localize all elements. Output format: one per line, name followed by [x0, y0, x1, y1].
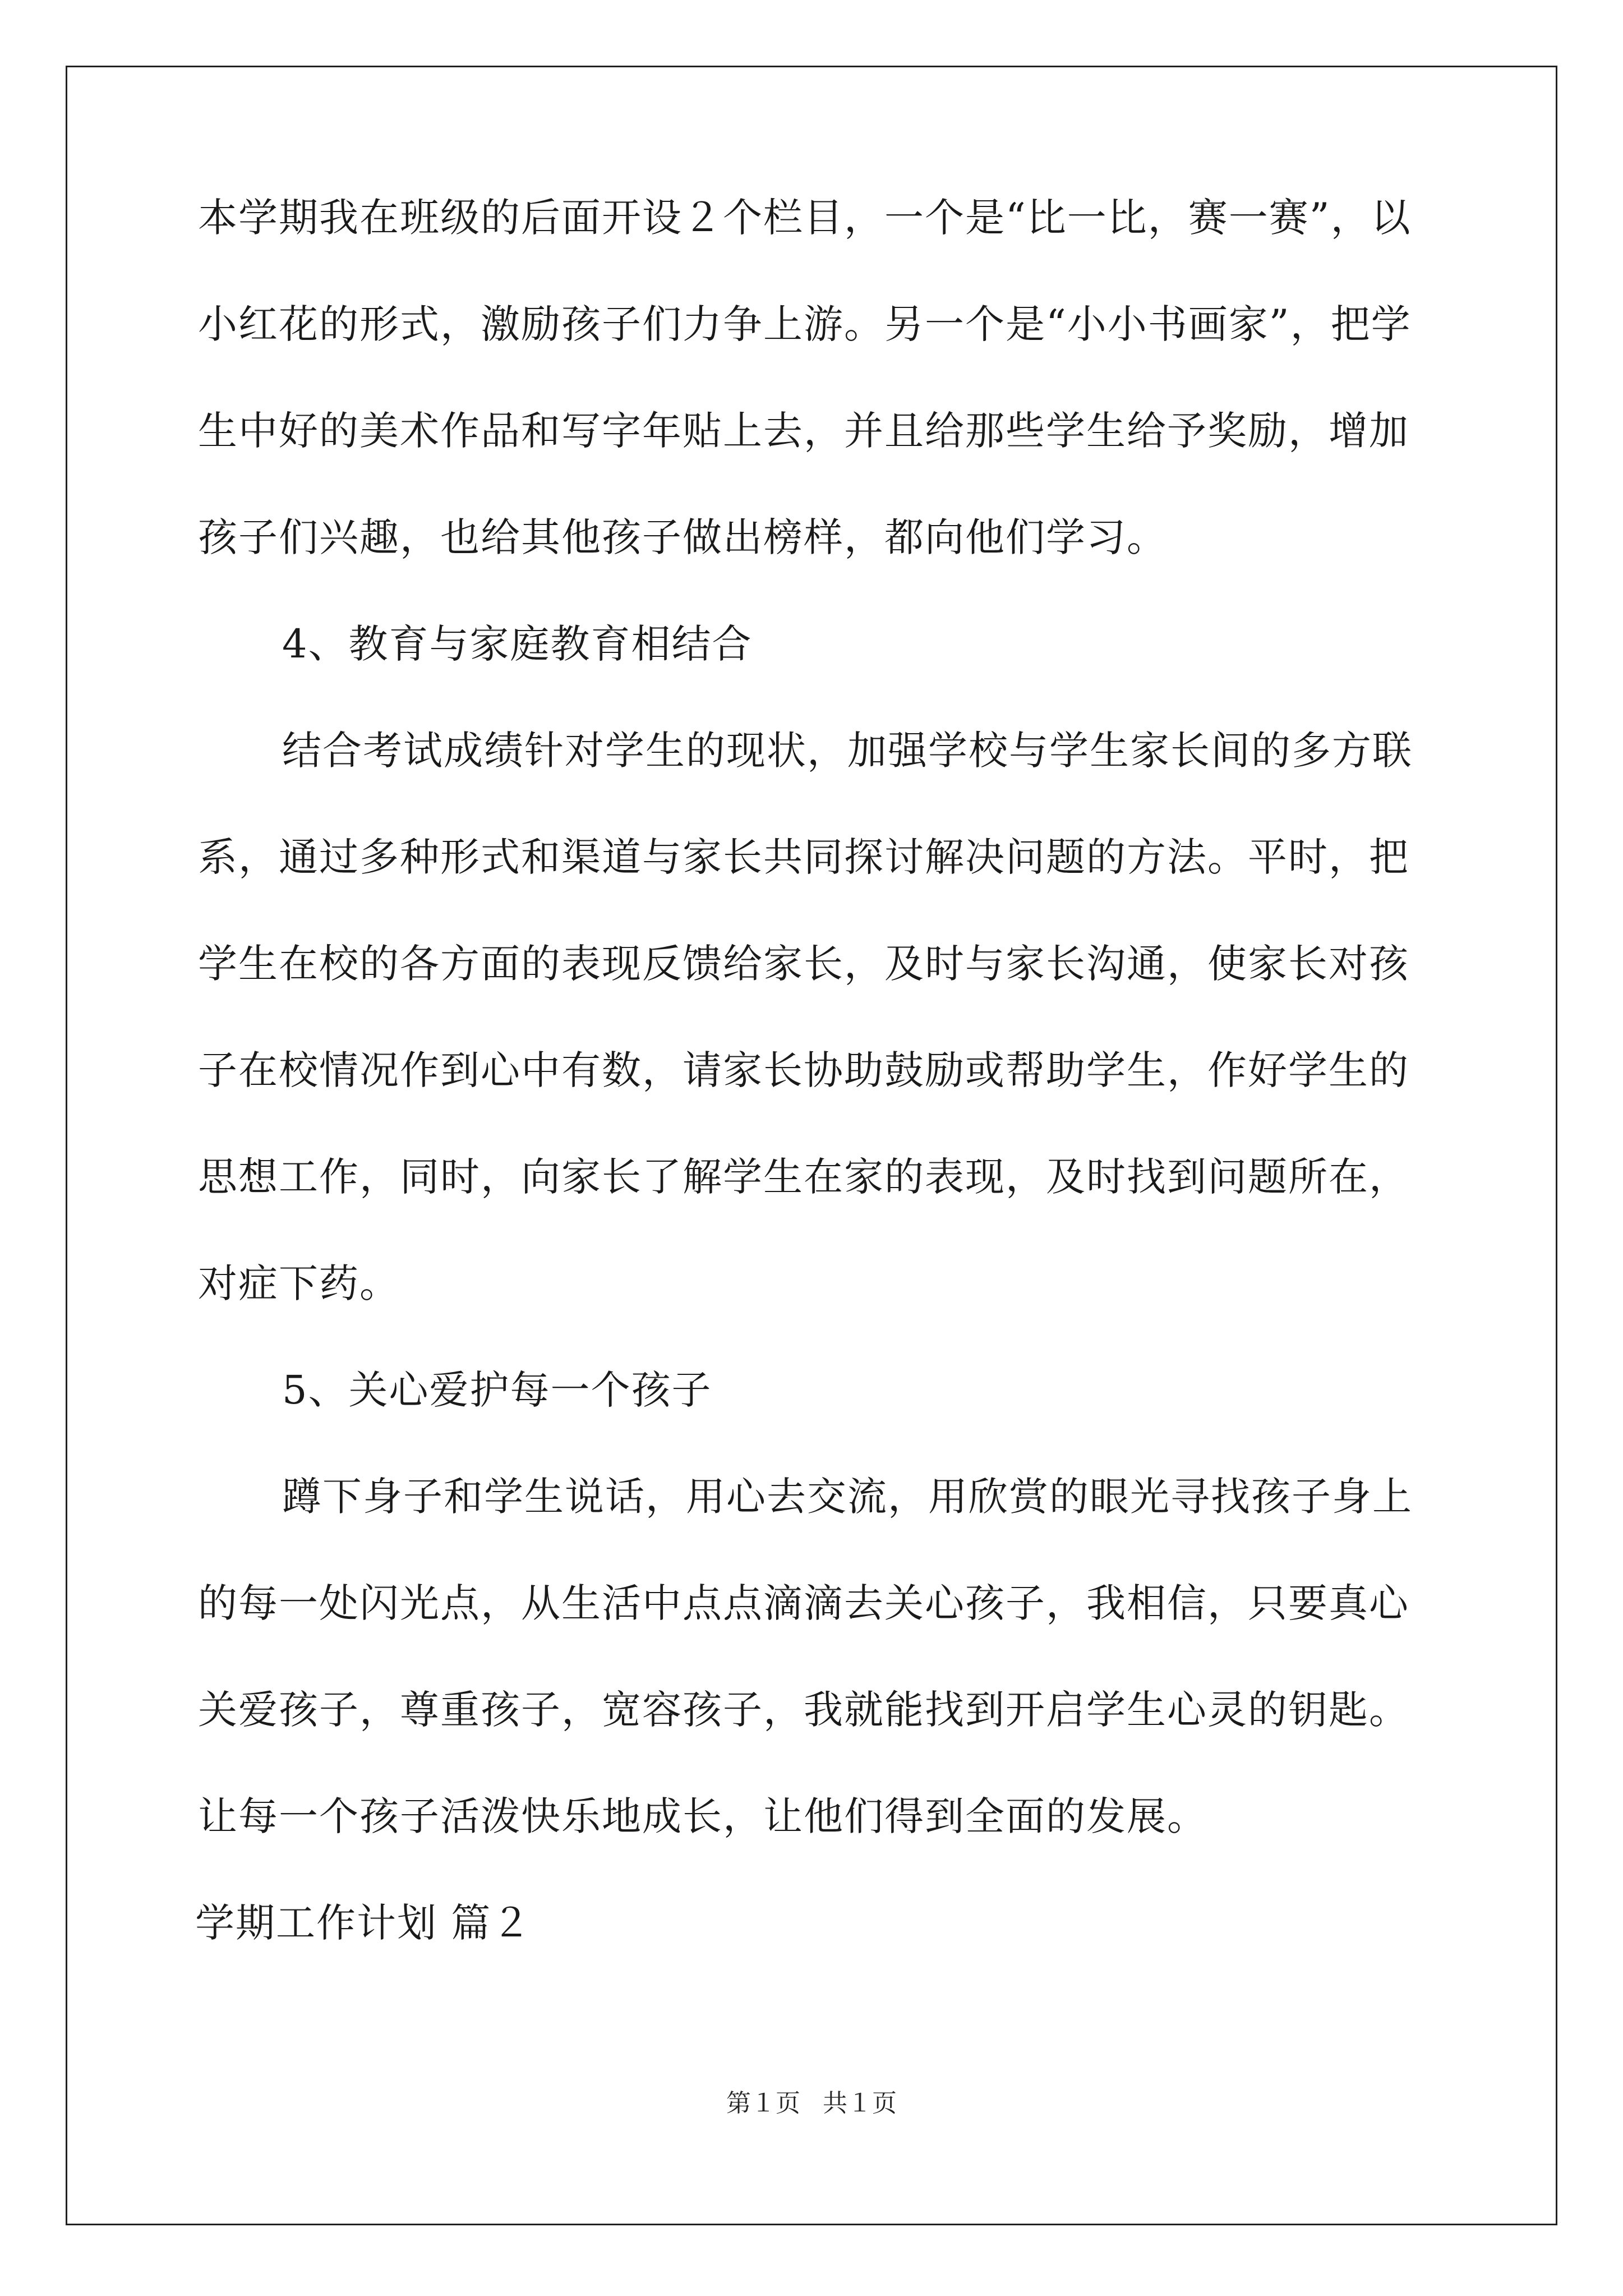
- paragraph-line: 对症下药。: [198, 1260, 400, 1306]
- paragraph-line: 蹲下身子和学生说话，用心去交流，用欣赏的眼光寻找孩子身上: [282, 1474, 1413, 1520]
- paragraph-line: 子在校情况作到心中有数，请家长协助鼓励或帮助学生，作好学生的: [198, 1047, 1409, 1093]
- list-heading: 5、关心爱护每一个孩子: [282, 1367, 712, 1413]
- paragraph-line: 生中好的美术作品和写字年贴上去，并且给那些学生给予奖励，增加: [198, 408, 1409, 454]
- paragraph-line: 小红花的形式，激励孩子们力争上游。另一个是“小小书画家”，把学: [198, 301, 1412, 347]
- paragraph-line: 让每一个孩子活泼快乐地成长，让他们得到全面的发展。: [198, 1793, 1207, 1839]
- page-footer: [0, 2088, 1623, 2119]
- paragraph-line: 本学期我在班级的后面开设２个栏目，一个是“比一比，赛一赛”，以: [198, 195, 1412, 241]
- paragraph-line: 思想工作，同时，向家长了解学生在家的表现，及时找到问题所在，: [198, 1154, 1409, 1200]
- paragraph-line: 系，通过多种形式和渠道与家长共同探讨解决问题的方法。平时，把: [198, 834, 1409, 880]
- paragraph-line: 学生在校的各方面的表现反馈给家长，及时与家长沟通，使家长对孩: [198, 941, 1409, 987]
- page-total: 共１页: [823, 2090, 897, 2117]
- section-title: 学期工作计划 篇２: [195, 1900, 532, 1946]
- paragraph-line: 结合考试成绩针对学生的现状，加强学校与学生家长间的多方联: [282, 728, 1413, 774]
- paragraph-line: 的每一处闪光点，从生活中点点滴滴去关心孩子，我相信，只要真心: [198, 1580, 1409, 1626]
- paragraph-line: 关爱孩子，尊重孩子，宽容孩子，我就能找到开启学生心灵的钥匙。: [198, 1687, 1409, 1733]
- paragraph-line: 孩子们兴趣，也给其他孩子做出榜样，都向他们学习。: [198, 514, 1167, 560]
- list-heading: 4、教育与家庭教育相结合: [282, 621, 753, 667]
- page-number: 第１页: [726, 2090, 800, 2117]
